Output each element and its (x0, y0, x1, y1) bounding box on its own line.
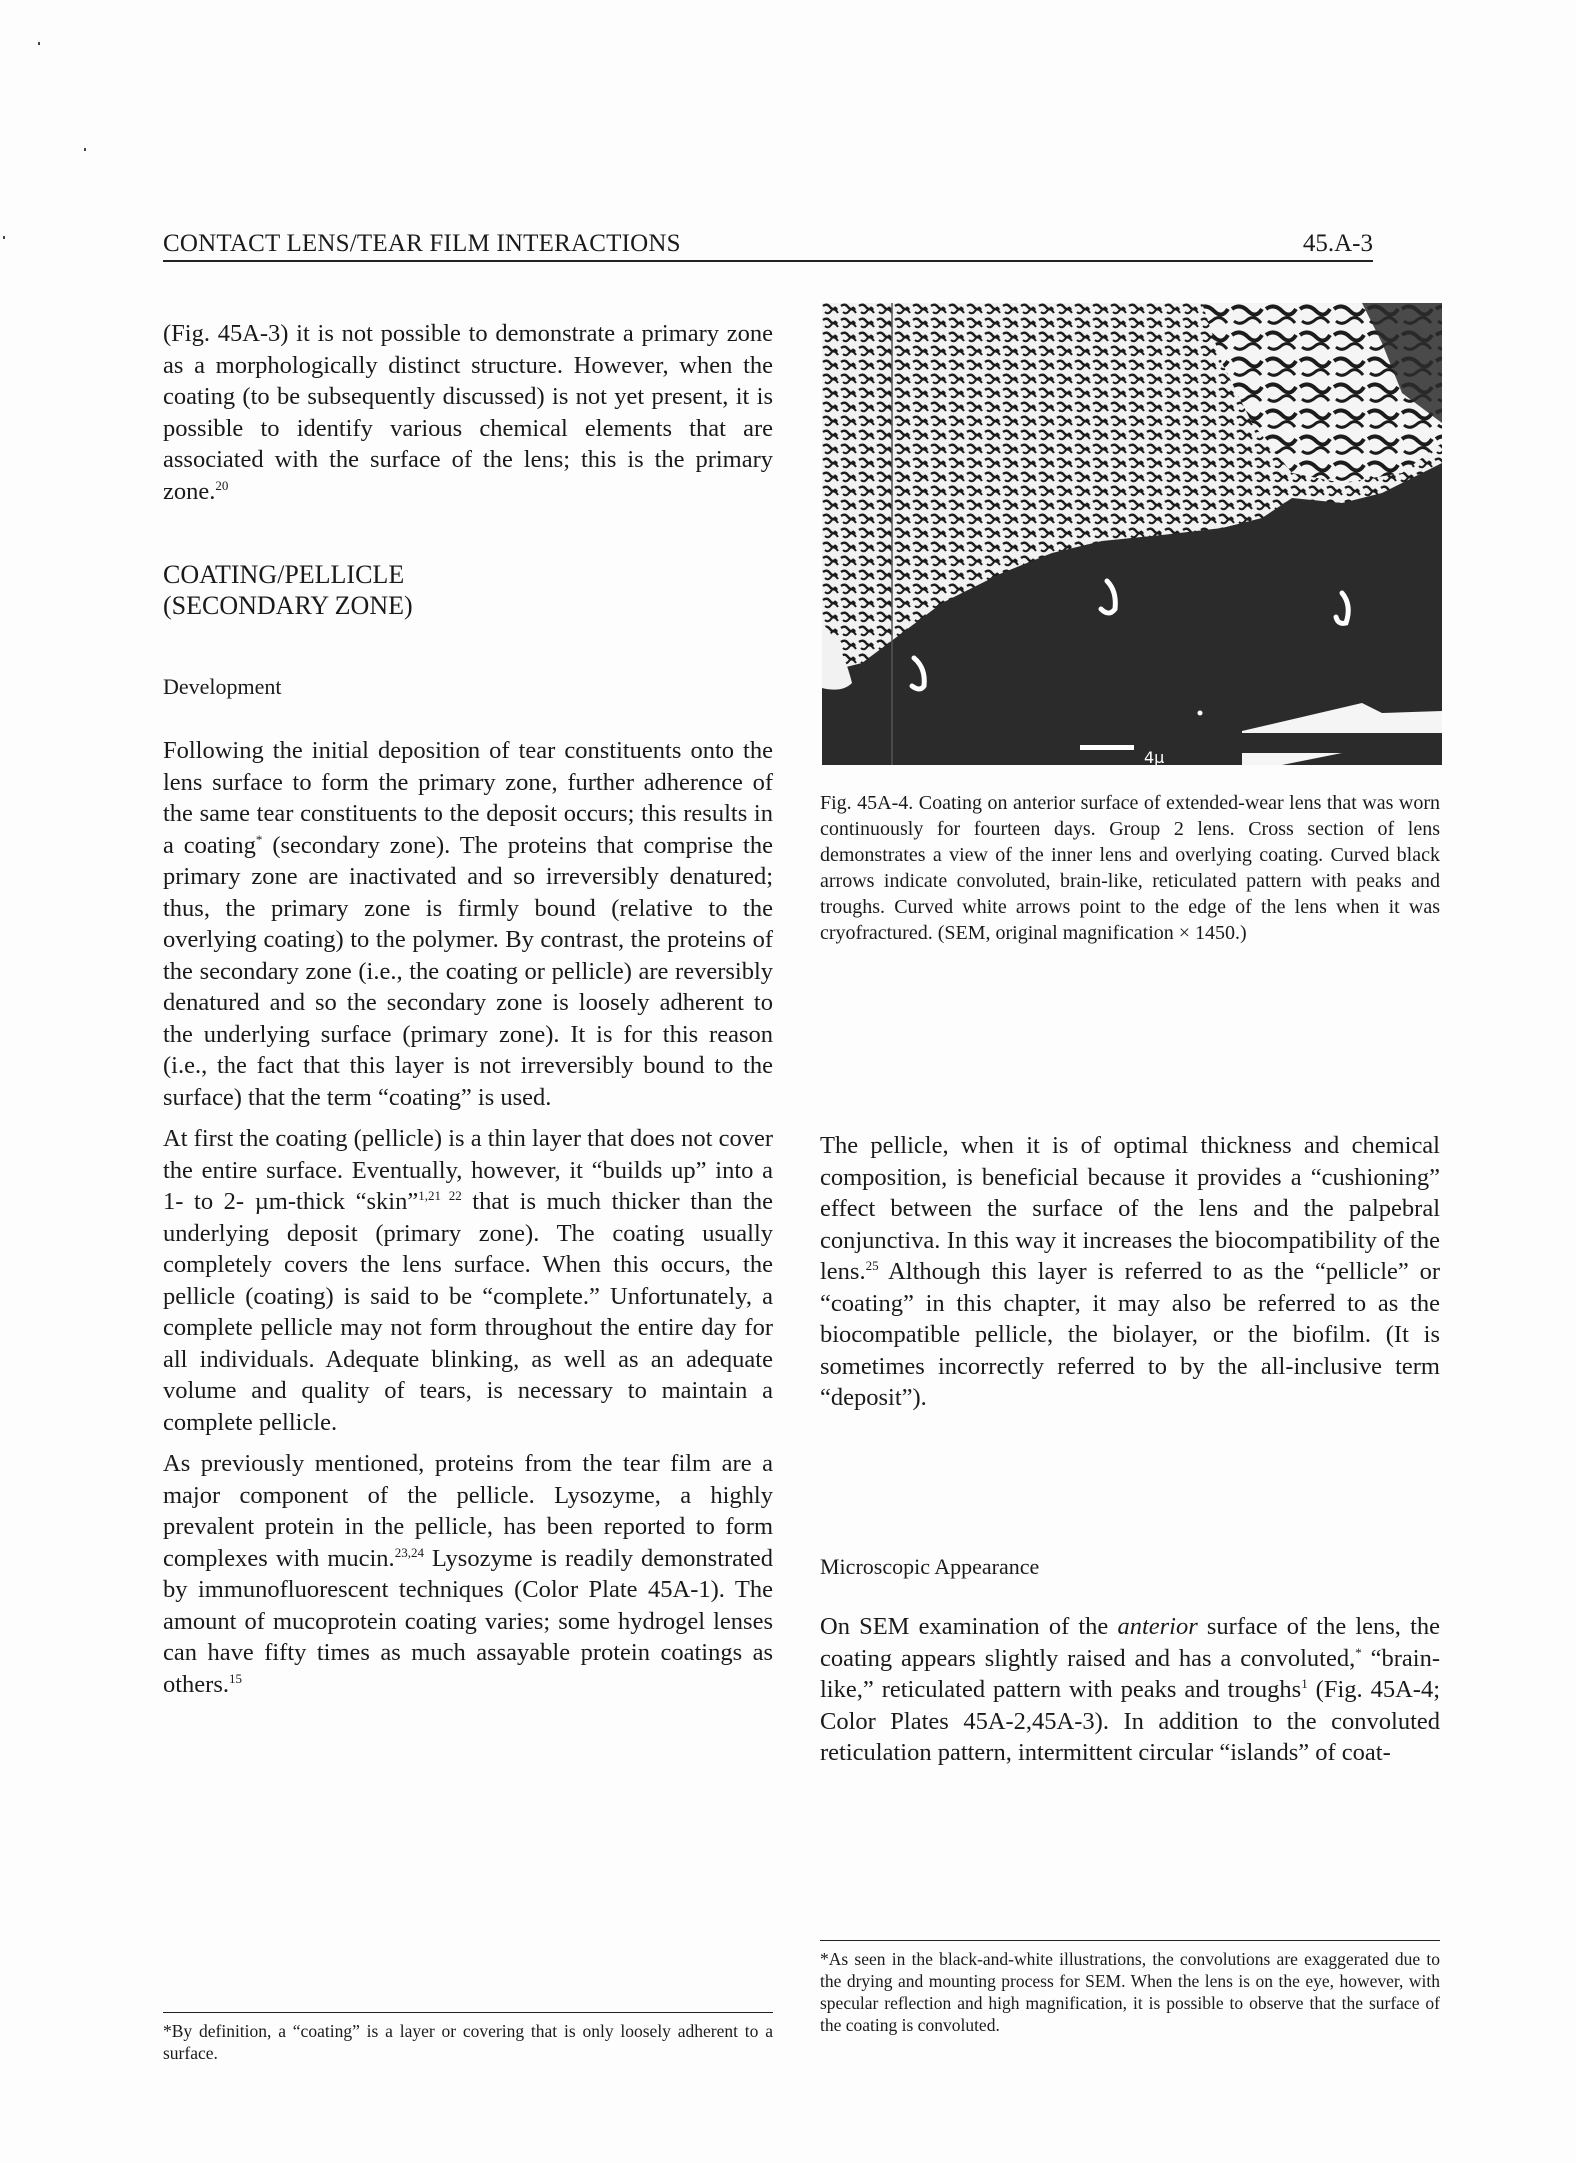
right-column-lower (820, 1553, 1440, 1779)
scan-speck (38, 42, 40, 45)
body-paragraph: The pellicle, when it is of optimal thickness and chemical composition, is beneficial because it provides a “cushioning” effect between the surface of the lens and the palpebral conjunctiva. In this way it increases the biocompatibility of the lens.$^{25}$ Although this layer is referred to as the “pellicle” or “coating” in this chapter, it may also be referred to as the biocompatible pellicle, the biolayer, or the biofilm. (It is sometimes incorrectly referred to by the all-inclusive term “deposit”). (820, 1132, 1440, 1411)
scan-speck (84, 148, 86, 151)
reference-superscript: 25 (865, 1257, 879, 1273)
footnote-divider (163, 2012, 773, 2013)
sem-image (822, 303, 1442, 765)
right-column-upper (820, 1130, 1440, 1424)
body-paragraph: As previously mentioned, proteins from the tear film are a major component of the pellicle. Lysozyme, a highly prevalent protein in the pellicle, has been reported to form complexes with mucin.$^{23,24}$ Lysozyme is readily demonstrated by immunofluorescent techniques (Color Plate 45A-1). The amount of mucoprotein coating varies; some hydrogel lenses can have fifty times as much assayable protein coatings as others.$^{15}$ (163, 1450, 773, 1698)
footnote-marker: * (1355, 1644, 1362, 1660)
body-paragraph: At first the coating (pellicle) is a thin layer that does not cover the entire surface. Eventually, however, it “builds up” into a 1- to 2- µm-thick “skin”$^{1,21 22}$ that is much thicker than the underlying deposit (primary zone). The coating usually completely covers the lens surface. When this occurs, the pellicle (coating) is said to be “complete.” Unfortunately, a complete pellicle may not form throughout the entire day for all individuals. Adequate blinking, as well as an adequate volume and quality of tears, is necessary to maintain a complete pellicle. (163, 1125, 773, 1436)
footnote-convolutions: *As seen in the black-and-white illustrations, the convolutions are exaggerated due to the drying and mounting process for SEM. When the lens is on the eye, however, with specular reflection and high magnification, it is possible to observe that the surface of the coating is convoluted. (820, 1949, 1440, 2035)
figure-caption: Fig. 45A-4. Coating on anterior surface of extended-wear lens that was worn continuously for fourteen days. Group 2 lens. Cross section of lens demonstrates a view of the inner lens and overlying coating. Curved black arrows indicate convoluted, brain-like, reticulated pattern with peaks and troughs. Curved white arrows point to the edge of the lens when it was cryofractured. (SEM, original magnification × 1450.) (820, 792, 1440, 944)
section-heading: COATING/PELLICLE (SECONDARY ZONE) (163, 560, 413, 620)
reference-superscript: 15 (229, 1670, 242, 1686)
reference-superscript: 20 (215, 477, 229, 493)
running-title: CONTACT LENS/TEAR FILM INTERACTIONS (163, 230, 681, 257)
footnote-marker: * (255, 831, 263, 847)
subheading-development: Development (163, 674, 282, 699)
footnote-coating-definition: *By definition, a “coating” is a layer or covering that is only loosely adherent to a surface. (163, 2021, 773, 2063)
subheading-microscopic-appearance: Microscopic Appearance (820, 1554, 1040, 1579)
scale-bar-label: 4µ (1144, 748, 1165, 765)
reference-superscript: 1 (1301, 1675, 1308, 1691)
reference-superscript: 23,24 (394, 1544, 424, 1560)
intro-paragraph: (Fig. 45A-3) it is not possible to demonstrate a primary zone as a morphologically distinct structure. However, when the coating (to be subsequently discussed) is not yet present, it is possible to identify various chemical elements that are associated with the surface of the lens; this is the primary zone.$^{20}$ (163, 320, 773, 505)
left-column (163, 318, 773, 1710)
body-paragraph: Following the initial deposition of tear constituents onto the lens surface to form the primary zone, further adherence of the same tear constituents to the deposit occurs; this results in a coating* (secondary zone). The proteins that comprise the primary zone are inactivated and so irreversibly denatured; thus, the primary zone is firmly bound (relative to the overlying coating) to the polymer. By contrast, the proteins of the secondary zone (i.e., the coating or pellicle) are reversibly denatured and so the secondary zone is loosely adherent to the underlying surface (primary zone). It is for this reason (i.e., the fact that this layer is not irreversibly bound to the surface) that the term “coating” is used. (163, 737, 773, 1111)
page-number: 45.A-3 (1302, 230, 1373, 257)
body-paragraph: On SEM examination of the anterior surface of the lens, the coating appears slightly raised and has a convoluted,* “brain-like,” reticulated pattern with peaks and troughs$^1$ (Fig. 45A-4; Color Plates 45A-2,45A-3). In addition to the convoluted reticulation pattern, intermittent circular “islands” of coat- (820, 1613, 1441, 1766)
reference-superscript: 1,21 22 (418, 1187, 462, 1203)
running-header (163, 228, 1373, 262)
scale-bar (1080, 745, 1134, 750)
sem-micrograph (822, 303, 1442, 765)
footnote-divider (820, 1940, 1440, 1941)
scan-speck (3, 236, 5, 239)
